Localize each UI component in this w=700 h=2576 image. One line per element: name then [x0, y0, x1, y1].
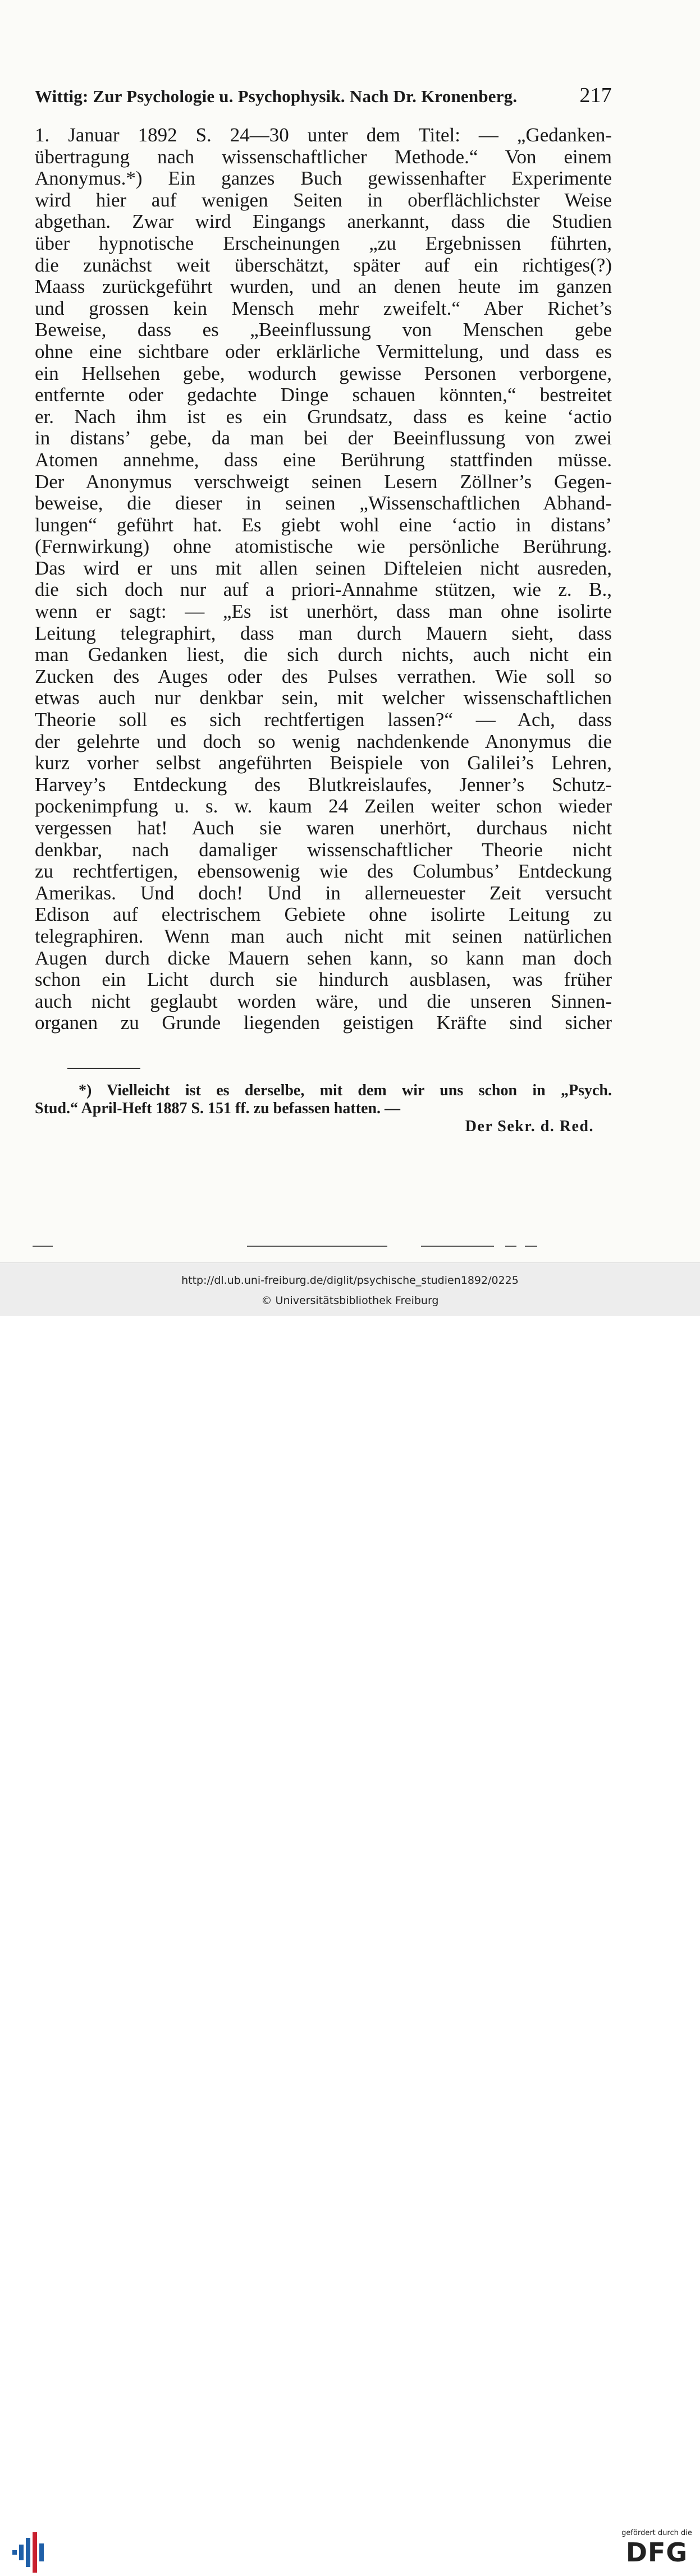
text-line: Zucken des Auges oder des Pulses verrathen. Wie soll so [35, 665, 612, 687]
text-line: Das wird er uns mit allen seinen Difteleien nicht ausreden, [35, 557, 612, 579]
text-line: 1. Januar 1892 S. 24—30 unter dem Titel: — „Gedanken- [35, 124, 612, 146]
scan-edge-marks [0, 1246, 700, 1251]
text-line: etwas auch nur denkbar sein, mit welcher wissenschaftlichen [35, 687, 612, 709]
text-line: Anonymus.*) Ein ganzes Buch gewissenhafter Experimente [35, 167, 612, 190]
text-line: ohne eine sichtbare oder erklärliche Vermittelung, und dass es [35, 340, 612, 362]
text-line: pockenimpfung u. s. w. kaum 24 Zeilen weiter schon wieder [35, 795, 612, 818]
text-line: der gelehrte und doch so wenig nachdenkende Anonymus die [35, 730, 612, 752]
dfg-logo-mark: DFG [625, 2537, 688, 2568]
text-line: auch nicht geglaubt worden wäre, und die unseren Sinnen- [35, 990, 612, 1012]
text-line: kurz vorher selbst angeführten Beispiele von Galilei’s Lehren, [35, 752, 612, 774]
permalink-url[interactable]: http://dl.ub.uni-freiburg.de/diglit/psychische_studien1892/0225 [181, 1274, 519, 1287]
footnote-line: Stud.“ April-Heft 1887 S. 151 ff. zu befassen hatten. — [35, 1100, 401, 1117]
text-line: Atomen annehme, dass eine Berührung stattfinden müsse. [35, 448, 612, 471]
text-line: organen zu Grunde liegenden geistigen Kräfte sind sicher [35, 1012, 612, 1034]
running-title: Wittig: Zur Psychologie u. Psychophysik. Nach Dr. Kronenberg. [35, 86, 518, 106]
footnote [35, 1082, 612, 1136]
text-line: schon ein Licht durch sie hindurch ausblasen, was früher [35, 968, 612, 991]
text-line: die zunächst weit überschätzt, später auf ein richtiges(?) [35, 254, 612, 276]
text-line: beweise, die dieser in seinen „Wissenschaftlichen Abhand- [35, 492, 612, 515]
text-line: er. Nach ihm ist es ein Grundsatz, dass es keine ‘actio [35, 405, 612, 428]
running-header [35, 83, 612, 108]
footnote-line: *) Vielleicht ist es derselbe, mit dem wir uns schon in „Psych. [79, 1082, 612, 1099]
text-line: wenn er sagt: — „Es ist unerhört, dass man ohne isolirte [35, 600, 612, 623]
footnote-rule [67, 1068, 140, 1069]
text-line: Der Anonymus verschweigt seinen Lesern Zöllner’s Gegen- [35, 470, 612, 493]
text-line: über hypnotische Erscheinungen „zu Ergebnissen führten, [35, 232, 612, 254]
text-line: Beweise, dass es „Beeinflussung von Menschen gebe [35, 319, 612, 341]
text-line: zu rechtfertigen, ebensowenig wie des Columbus’ Entdeckung [35, 860, 612, 883]
text-line: vergessen hat! Auch sie waren unerhört, durchaus nicht [35, 817, 612, 839]
text-line: übertragung nach wissenschaftlicher Methode.“ Von einem [35, 145, 612, 168]
text-line: in distans’ gebe, da man bei der Beeinflussung von zwei [35, 427, 612, 449]
text-line: Harvey’s Entdeckung des Blutkreislaufes, Jenner’s Schutz- [35, 773, 612, 796]
text-line: Maass zurückgeführt wurden, und an denen heute im ganzen [35, 275, 612, 298]
page-number: 217 [579, 84, 612, 107]
text-line: (Fernwirkung) ohne atomistische wie persönliche Berührung. [35, 535, 612, 558]
scanned-page [0, 0, 700, 1262]
text-line: Amerikas. Und doch! Und in allerneuester Zeit versucht [35, 881, 612, 904]
text-line: ein Hellsehen gebe, wodurch gewisse Personen verborgene, [35, 362, 612, 384]
body-text [35, 125, 612, 1034]
text-line: abgethan. Zwar wird Eingangs anerkannt, dass die Studien [35, 210, 612, 233]
text-line: Edison auf electrischem Gebiete ohne isolirte Leitung zu [35, 903, 612, 926]
text-line: entfernte oder gedachte Dinge schauen könnten,“ bestreitet [35, 384, 612, 406]
text-line: telegraphiren. Wenn man auch nicht mit seinen natürlichen [35, 925, 612, 947]
text-line: und grossen kein Mensch mehr zweifelt.“ Aber Richet’s [35, 297, 612, 319]
text-line: denkbar, nach damaliger wissenschaftlicher Theorie nicht [35, 838, 612, 861]
text-line: die sich doch nur auf a priori-Annahme stützen, wie z. B., [35, 578, 612, 601]
text-line: Leitung telegraphirt, dass man durch Mauern sieht, dass [35, 622, 612, 644]
footnote-signature: Der Sekr. d. Red. [465, 1118, 594, 1135]
text-line: man Gedanken liest, die sich durch nichts, auch nicht ein [35, 644, 612, 666]
text-line: wird hier auf wenigen Seiten in oberflächlichster Weise [35, 189, 612, 211]
dfg-tagline: gefördert durch die [621, 2529, 692, 2537]
copyright-notice: © Universitätsbibliothek Freiburg [261, 1294, 439, 1307]
viewer-footer [0, 1262, 700, 2568]
dfg-logo[interactable] [617, 2529, 696, 2576]
ub-freiburg-logo-icon[interactable] [12, 2532, 48, 2573]
text-line: lungen“ geführt hat. Es giebt wohl eine ‘actio in distans’ [35, 513, 612, 536]
text-line: Theorie soll es sich rechtfertigen lassen?“ — Ach, dass [35, 709, 612, 731]
text-line: Augen durch dicke Mauern sehen kann, so kann man doch [35, 947, 612, 969]
